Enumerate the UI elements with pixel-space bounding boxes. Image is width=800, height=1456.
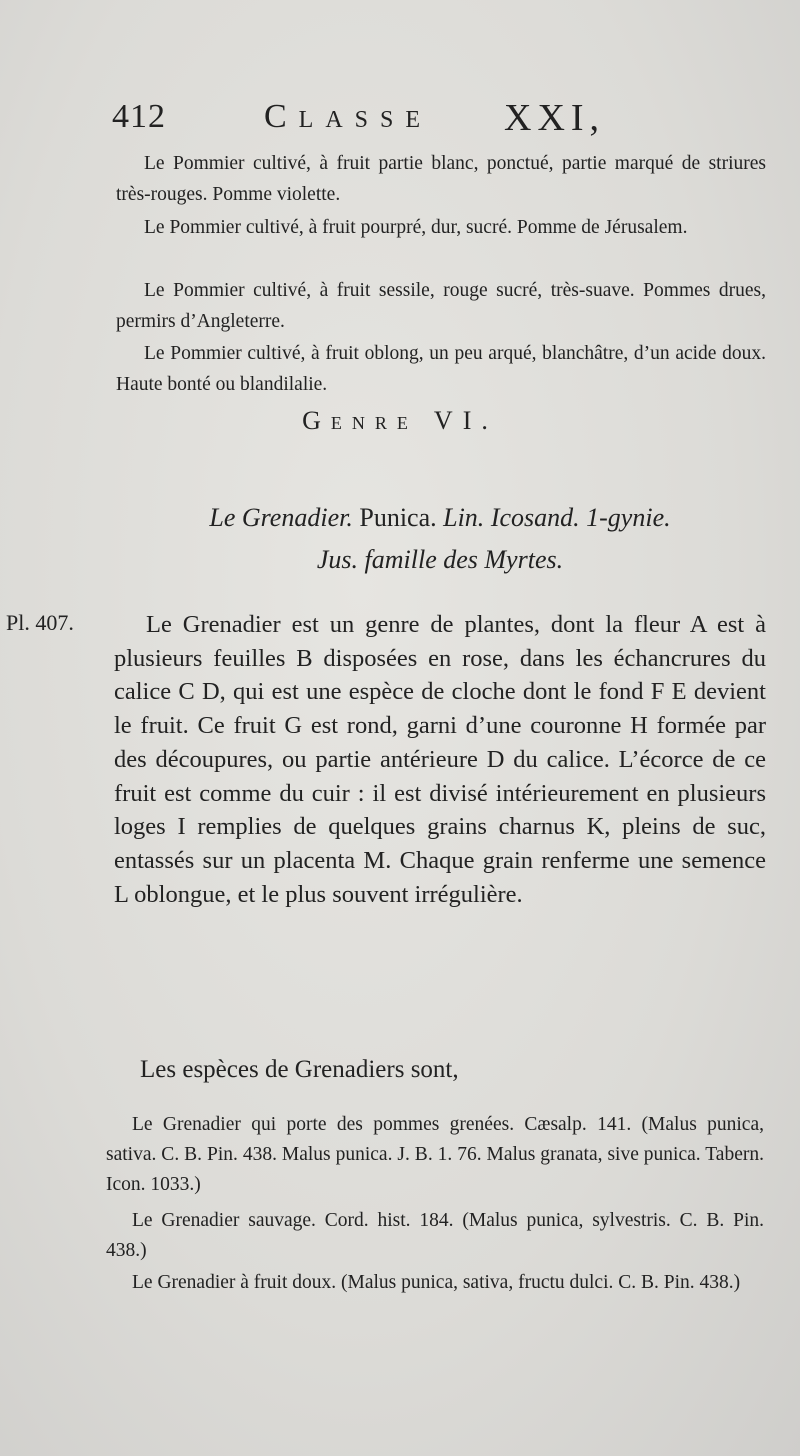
classe-label: Classe — [264, 98, 433, 135]
running-header — [112, 92, 752, 152]
plate-reference: Pl. 407. — [6, 610, 74, 635]
order-gynie: 1-gynie. — [586, 503, 671, 532]
species-entry-3: Le Grenadier à fruit doux. (Malus punica, sativa, fructu dulci. C. B. Pin. 438.) — [132, 1272, 741, 1293]
apple-variety-1: Le Pommier cultivé, à fruit partie blanc, ponctué, partie marqué de striures très-rouges. Pomme violette. — [116, 153, 766, 205]
author-lin: Lin. — [443, 503, 485, 532]
apple-variety-3: Le Pommier cultivé, à fruit sessile, rouge sucré, très-suave. Pommes drues, permirs d’Angleterre. — [116, 280, 766, 332]
genus-name: Le Grenadier. — [209, 503, 353, 532]
apple-variety-2: Le Pommier cultivé, à fruit pourpré, dur, sucré. Pomme de Jérusalem. — [144, 217, 688, 238]
genre-heading: Genre VI. — [302, 406, 498, 435]
genus-description: Le Grenadier est un genre de plantes, dont la fleur A est à plusieurs feuilles B disposées en rose, dans les échancrures du calice C D, qui est une espèce de cloche dont le fond F E devient le fruit. Ce fruit G est rond, garni d’une couronne H formée par des découpures, ou partie antérieure D du calice. L’écorce de ce fruit est comme du cuir : il est divisé intérieurement en plusieurs loges I remplies de quelques grains charnus K, pleins de suc, entassés sur un placenta M. Chaque grain renferme une semence L oblongue, et le plus souvent irrégulière. — [114, 611, 766, 908]
species-heading: Les espèces de Grenadiers sont, — [140, 1056, 459, 1083]
page-number: 412 — [112, 98, 166, 135]
species-entry-1: Le Grenadier qui porte des pommes grenées. Cæsalp. 141. (Malus punica, sativa. C. B. Pin. 438. Malus punica. J. B. 1. 76. Malus granata, sive punica. Tabern. Icon. 1033.) — [106, 1114, 764, 1195]
family-line — [110, 540, 770, 580]
species-entry-2: Le Grenadier sauvage. Cord. hist. 184. (Malus punica, sylvestris. C. B. Pin. 438.) — [106, 1210, 764, 1261]
genus-line — [110, 498, 770, 538]
class-icosand: Icosand. — [490, 503, 580, 532]
jussieu-family: Jus. famille des Myrtes. — [316, 545, 564, 574]
apple-variety-4: Le Pommier cultivé, à fruit oblong, un peu arqué, blanchâtre, d’un acide doux. Haute bonté ou blandilalie. — [116, 343, 766, 395]
classe-number: XXI, — [504, 97, 606, 139]
genus-latin: Punica. — [359, 503, 437, 532]
